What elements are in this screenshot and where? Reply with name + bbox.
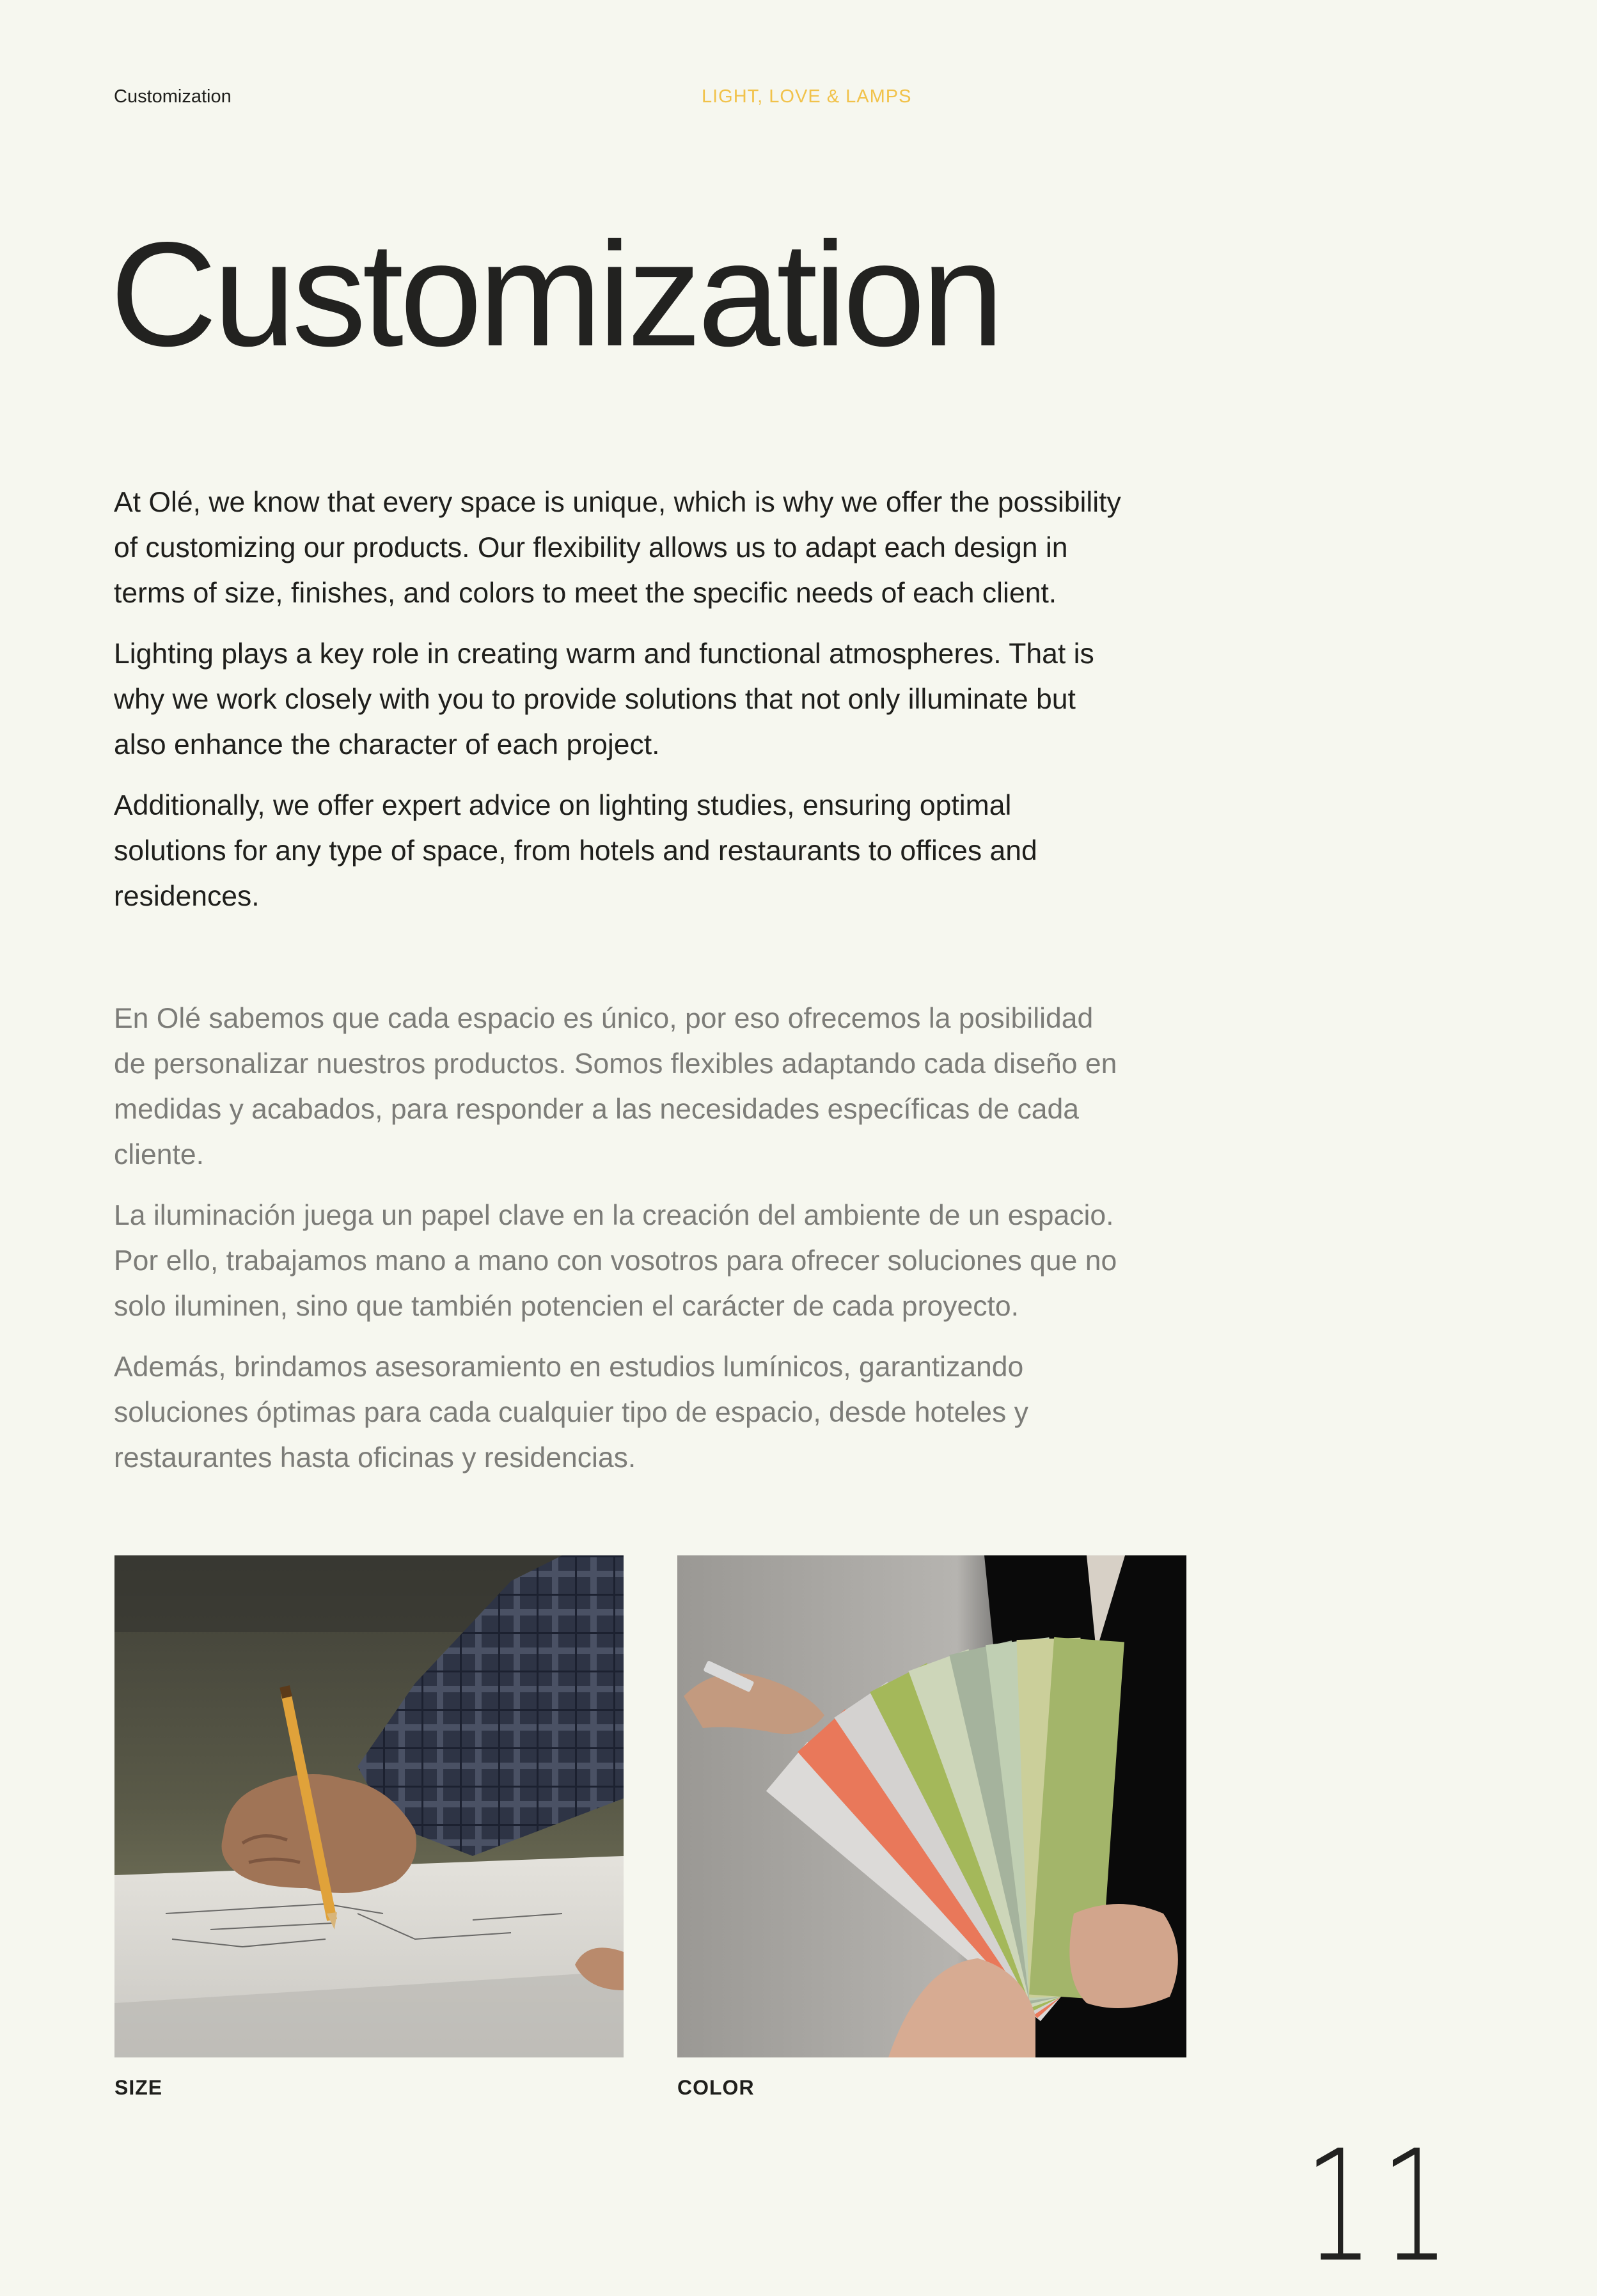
english-paragraph: Lighting plays a key role in creating warm and functional atmospheres. That is why we work closely with you to provide solutions that not only illuminate but also enhance the character of each project. [114,638,1094,760]
page-title: Customization [110,212,1000,377]
spanish-body [114,996,1131,1496]
size-caption: SIZE [114,2076,163,2099]
english-paragraph: At Olé, we know that every space is unique, which is why we offer the possibility of customizing our products. Our flexibility allows us to adapt each design in terms of size, finishes, and colors to meet the specific needs of each client. [114,487,1121,609]
english-body [114,480,1131,934]
section-label: Customization [114,86,232,107]
english-paragraph: Additionally, we offer expert advice on lighting studies, ensuring optimal solutions for any type of space, from hotels and restaurants to offices and residences. [114,790,1037,912]
spanish-paragraph: Además, brindamos asesoramiento en estudios lumínicos, garantizando soluciones óptimas para cada cualquier tipo de espacio, desde hoteles y restaurantes hasta oficinas y residencias. [114,1351,1028,1474]
page-number: 11 [1305,2117,1458,2296]
brand-tagline: LIGHT, LOVE & LAMPS [702,86,912,107]
spanish-paragraph: En Olé sabemos que cada espacio es único, por eso ofrecemos la posibilidad de personalizar nuestros productos. Somos flexibles adaptando cada diseño en medidas y acabados, para responder a las necesidades específicas de cada cliente. [114,1003,1117,1170]
spanish-paragraph: La iluminación juega un papel clave en la creación del ambiente de un espacio. Por ello, trabajamos mano a mano con vosotros para ofrecer soluciones que no solo iluminen, sino que también potencien el carácter de cada proyecto. [114,1200,1117,1322]
color-photo [677,1555,1186,2057]
size-photo [114,1555,624,2057]
color-caption: COLOR [677,2076,755,2099]
